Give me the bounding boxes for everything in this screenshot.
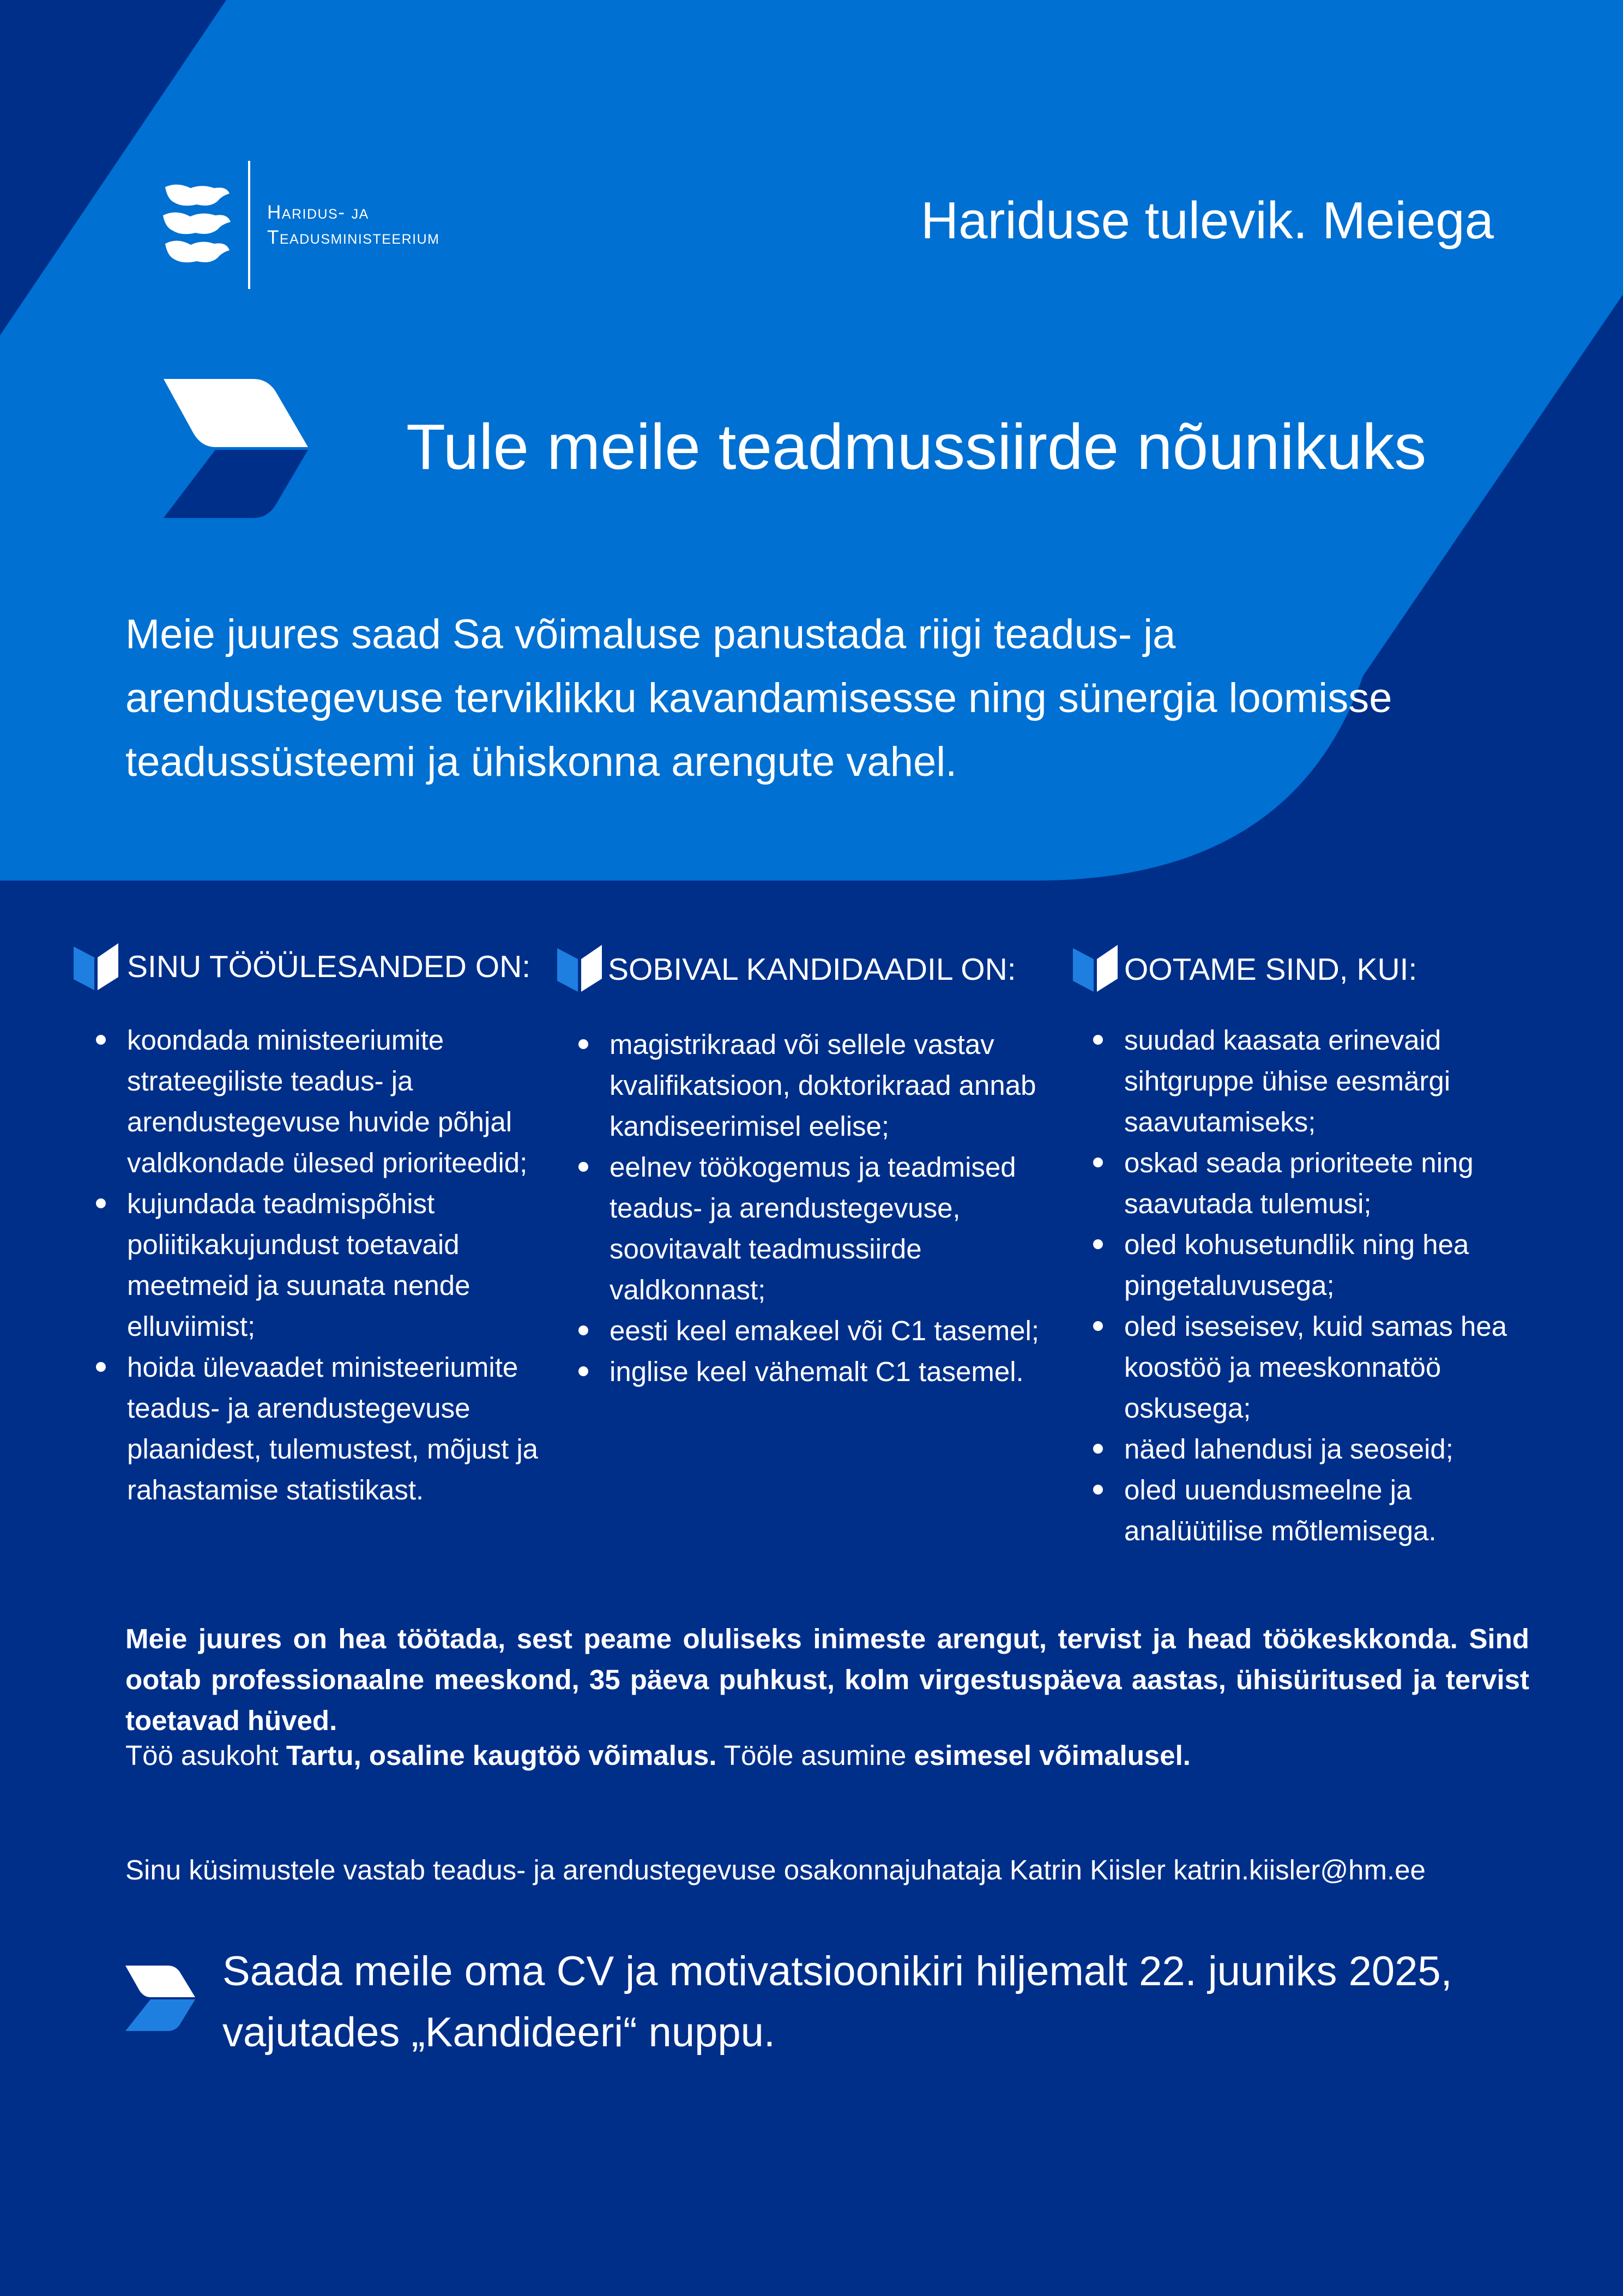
- intro-text: Meie juures saad Sa võimaluse panustada riigi teadus- ja arendustegevuse terviklikku kavandamisesse ning sünergia loomisse teadussüsteemi ja ühiskonna arengute vahel.: [125, 611, 1392, 785]
- list-item: kujundada teadmispõhist poliitikakujundust toetavaid meetmeid ja suunata nende elluviimist;: [127, 1183, 541, 1347]
- apply-call-to-action: Saada meile oma CV ja motivatsioonikiri hiljemalt 22. juuniks 2025, vajutades „Kandideeri“ nuppu.: [222, 1948, 1452, 2056]
- tasks-list: [127, 1020, 541, 1510]
- book-icon: [74, 943, 118, 990]
- location-place: Tartu, osaline kaugtöö võimalus.: [286, 1740, 717, 1771]
- list-item: eesti keel emakeel või C1 tasemel;: [610, 1310, 1046, 1351]
- location-label: Töö asukoht: [125, 1740, 286, 1771]
- location-text: [125, 1737, 1488, 1775]
- tasks-heading: SINU TÖÖÜLESANDED ON:: [127, 949, 531, 984]
- list-item: eelnev töökogemus ja teadmised teadus- ja arendustegevuse, soovitavalt teadmussiirde valdkonnast;: [610, 1147, 1046, 1310]
- page-title: Tule meile teadmussiirde nõunikuks: [406, 411, 1427, 483]
- requirements-list: [610, 1024, 1046, 1392]
- requirements-heading: SOBIVAL KANDIDAADIL ON:: [608, 952, 1016, 987]
- chevron-arrow-icon: [164, 379, 316, 518]
- start-date: esimesel võimalusel.: [914, 1740, 1191, 1771]
- ministry-logo: [161, 161, 499, 289]
- slogan: Hariduse tulevik. Meiega: [920, 191, 1494, 250]
- ministry-name: [267, 200, 439, 250]
- book-icon: [557, 945, 602, 992]
- qualities-list: [1124, 1020, 1538, 1551]
- book-icon: [1073, 945, 1118, 992]
- list-item: hoida ülevaadet ministeeriumite teadus- ja arendustegevuse plaanidest, tulemustest, mõjust ja rahastamise statistikast.: [127, 1347, 541, 1510]
- ministry-name-line2: Teadusministeerium: [267, 227, 440, 248]
- benefits-text: Meie juures on hea töötada, sest peame oluliseks inimeste arengut, tervist ja head töökeskkonda. Sind ootab professionaalne meeskond, 35 päeva puhkust, kolm virgestuspäeva aastas, ühisüritused ja tervist toetavad hüved.: [125, 1623, 1529, 1736]
- start-label: Tööle asumine: [716, 1740, 914, 1771]
- chevron-arrow-icon: [125, 1966, 196, 2031]
- list-item: oled kohusetundlik ning hea pingetaluvusega;: [1124, 1224, 1538, 1306]
- list-item: suudad kaasata erinevaid sihtgruppe ühise eesmärgi saavutamiseks;: [1124, 1020, 1538, 1142]
- list-item: oskad seada prioriteete ning saavutada tulemusi;: [1124, 1142, 1538, 1224]
- list-item: oled iseseisev, kuid samas hea koostöö ja meeskonnatöö oskusega;: [1124, 1306, 1538, 1429]
- qualities-heading: OOTAME SIND, KUI:: [1124, 952, 1417, 987]
- logo-divider: [248, 161, 250, 289]
- ministry-name-line1: Haridus- ja: [267, 202, 369, 223]
- list-item: oled uuendusmeelne ja analüütilise mõtlemisega.: [1124, 1469, 1538, 1551]
- list-item: koondada ministeeriumite strateegiliste teadus- ja arendustegevuse huvide põhjal valdkondade ülesed prioriteedid;: [127, 1020, 541, 1183]
- list-item: inglise keel vähemalt C1 tasemel.: [610, 1351, 1046, 1392]
- list-item: näed lahendusi ja seoseid;: [1124, 1429, 1538, 1469]
- list-item: magistrikraad või sellele vastav kvalifikatsioon, doktorikraad annab kandiseerimisel eelise;: [610, 1024, 1046, 1147]
- contact-text: Sinu küsimustele vastab teadus- ja arendustegevuse osakonnajuhataja Katrin Kiisler katrin.kiisler@hm.ee: [125, 1854, 1426, 1885]
- three-lions-crest-icon: [161, 183, 232, 270]
